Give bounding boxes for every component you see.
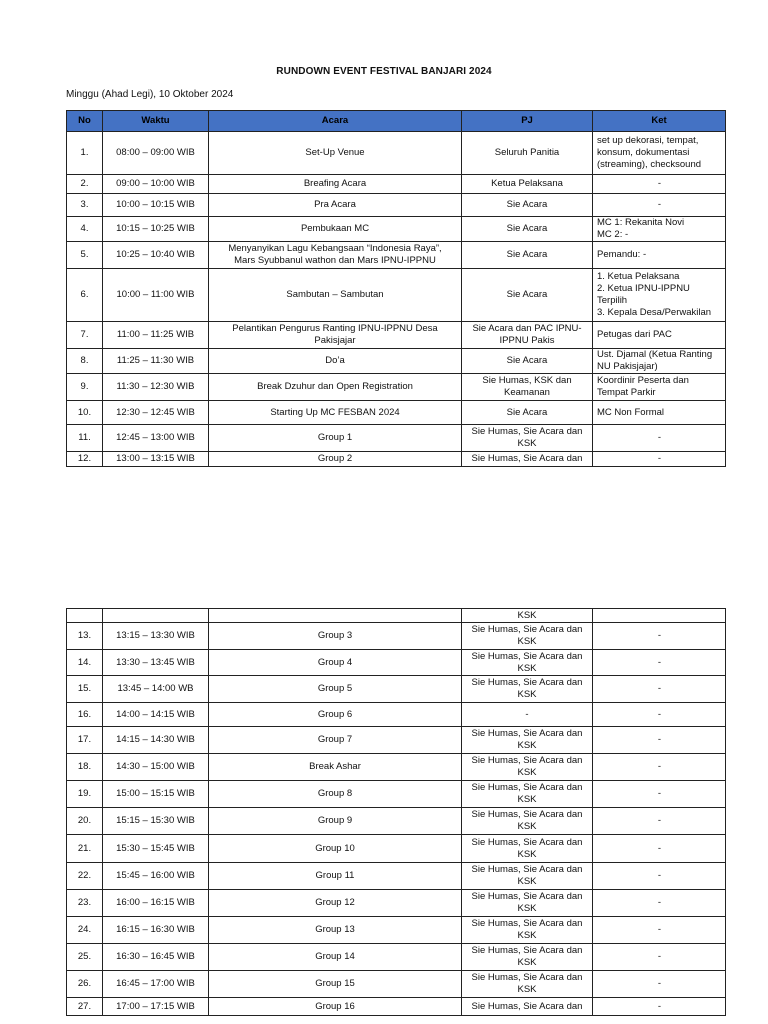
cell-ket-line: -: [657, 870, 662, 881]
cell-acara-line: Set-Up Venue: [305, 147, 365, 158]
cell-pj: [462, 808, 593, 835]
cell-ket: [593, 781, 726, 808]
cell-pj-line: KSK: [517, 848, 537, 860]
cell-ket: [593, 727, 726, 754]
cell-pj: [462, 727, 593, 754]
cell-ket: [593, 374, 726, 401]
table-row: [67, 374, 726, 401]
cell-ket: [593, 322, 726, 349]
cell-waktu: 14:15 – 14:30 WIB: [103, 727, 209, 754]
table-row: [67, 863, 726, 890]
cell-acara-line: Sambutan – Sambutan: [286, 289, 384, 300]
cell-ket-line: -: [657, 924, 662, 935]
table-row: [67, 971, 726, 998]
cell-pj: [462, 863, 593, 890]
cell-acara-line: Group 1: [317, 432, 353, 443]
cell-pj-line: KSK: [517, 689, 537, 700]
cell-acara-line: Starting Up MC FESBAN 2024: [270, 406, 400, 418]
cell-pj-line: Sie Acara: [506, 406, 548, 418]
cell-waktu: 13:30 – 13:45 WIB: [103, 650, 209, 676]
cell-pj: [462, 242, 593, 269]
cell-acara: [209, 269, 462, 322]
cell-ket: [593, 425, 726, 452]
cell-ket-line: -: [657, 630, 662, 641]
cell-pj-line: Sie Acara: [506, 355, 548, 366]
cell-pj-line: KSK: [517, 957, 537, 968]
cell-ket: [593, 890, 726, 917]
cell-pj-line: Seluruh Panitia: [494, 147, 560, 158]
cell-waktu: 11:00 – 11:25 WIB: [103, 322, 209, 349]
cell-acara-line: Pra Acara: [314, 199, 356, 210]
cell-no: 15.: [67, 676, 103, 703]
cell-waktu: 14:30 – 15:00 WIB: [103, 754, 209, 781]
cell-pj: [462, 452, 593, 467]
cell-pj: [462, 890, 593, 917]
cell-pj-line: Sie Humas, Sie Acara dan: [471, 918, 583, 929]
cell-pj: [462, 703, 593, 727]
cell-acara-line: Group 5: [317, 683, 353, 694]
cell-waktu: 11:30 – 12:30 WIB: [103, 374, 209, 401]
table-row: [67, 452, 726, 467]
table-row: [67, 998, 726, 1016]
table-row: [67, 217, 726, 242]
cell-ket: [593, 835, 726, 863]
cell-waktu: 08:00 – 09:00 WIB: [103, 132, 209, 175]
cell-acara: [209, 194, 462, 217]
cell-acara: [209, 890, 462, 917]
cell-pj-line: Keamanan: [504, 387, 550, 398]
cell-no: 24.: [67, 917, 103, 944]
cell-ket-line: -: [657, 842, 662, 854]
cell-pj: [462, 401, 593, 425]
cell-ket-line: -: [657, 1000, 662, 1012]
cell-pj-line: KSK: [517, 794, 537, 805]
cell-acara-line: Group 4: [317, 656, 353, 668]
cell-no: 19.: [67, 781, 103, 808]
cell-acara: [209, 609, 462, 623]
cell-no: 23.: [67, 890, 103, 917]
cell-no: 9.: [67, 374, 103, 401]
cell-pj-line: KSK: [517, 740, 537, 751]
header-waktu: Waktu: [103, 111, 209, 132]
cell-pj: [462, 781, 593, 808]
cell-pj: [462, 425, 593, 452]
cell-ket: [593, 650, 726, 676]
cell-ket-line: NU Pakisjajar): [597, 361, 658, 372]
cell-pj-line: Sie Humas, Sie Acara dan: [471, 755, 583, 766]
cell-waktu: 15:45 – 16:00 WIB: [103, 863, 209, 890]
cell-acara: [209, 175, 462, 194]
cell-pj-line: Sie Humas, Sie Acara dan: [471, 891, 583, 902]
cell-acara: [209, 808, 462, 835]
cell-acara-line: Group 12: [315, 897, 355, 908]
cell-waktu: 15:30 – 15:45 WIB: [103, 835, 209, 863]
cell-waktu: 10:00 – 10:15 WIB: [103, 194, 209, 217]
cell-acara-line: Group 16: [315, 1000, 355, 1012]
cell-acara: [209, 322, 462, 349]
cell-pj: [462, 175, 593, 194]
cell-ket-line: -: [657, 734, 662, 745]
cell-ket-line: Pemandu: -: [597, 249, 647, 260]
table-row: [67, 132, 726, 175]
table-row: [67, 269, 726, 322]
cell-pj-line: Sie Humas, Sie Acara dan: [471, 453, 583, 464]
cell-ket: [593, 754, 726, 781]
cell-no: 1.: [67, 132, 103, 175]
cell-ket-line: -: [657, 432, 662, 443]
cell-ket-line: -: [657, 199, 662, 210]
table-row: [67, 623, 726, 650]
cell-acara: [209, 623, 462, 650]
cell-pj-line: Sie Acara dan PAC IPNU-: [472, 323, 582, 334]
cell-waktu: 11:25 – 11:30 WIB: [103, 349, 209, 374]
cell-ket-line: 1. Ketua Pelaksana: [597, 271, 680, 282]
cell-acara: [209, 727, 462, 754]
cell-ket-line: Petugas dari PAC: [597, 329, 672, 340]
date-line: Minggu (Ahad Legi), 10 Oktober 2024: [66, 89, 234, 100]
cell-acara-line: Mars Syubbanul wathon dan Mars IPNU-IPPNU: [234, 255, 436, 266]
cell-pj: [462, 998, 593, 1016]
cell-ket: [593, 676, 726, 703]
cell-pj-line: Sie Humas, Sie Acara dan: [471, 426, 583, 437]
cell-acara-line: Pembukaan MC: [300, 223, 370, 234]
cell-no: 6.: [67, 269, 103, 322]
cell-acara-line: Group 8: [317, 788, 353, 799]
table-row: [67, 609, 726, 623]
cell-acara: [209, 971, 462, 998]
cell-ket-line: -: [657, 951, 662, 962]
cell-acara: [209, 401, 462, 425]
cell-acara-line: Group 15: [315, 978, 355, 989]
cell-no: 7.: [67, 322, 103, 349]
table-row: [67, 349, 726, 374]
cell-pj: [462, 835, 593, 863]
header-ket: Ket: [593, 111, 726, 132]
cell-ket-line: -: [657, 815, 662, 826]
cell-waktu: 14:00 – 14:15 WIB: [103, 703, 209, 727]
document-title: RUNDOWN EVENT FESTIVAL BANJARI 2024: [276, 66, 492, 77]
cell-pj-line: Sie Humas, Sie Acara dan: [471, 836, 583, 848]
cell-acara-line: Group 13: [315, 924, 355, 935]
cell-ket-line: -: [657, 761, 662, 772]
cell-acara: [209, 242, 462, 269]
cell-no: 25.: [67, 944, 103, 971]
cell-waktu: 09:00 – 10:00 WIB: [103, 175, 209, 194]
cell-acara-line: Do’a: [325, 355, 345, 366]
cell-ket-line: Ust. Djamal (Ketua Ranting: [597, 349, 713, 360]
cell-waktu: 16:45 – 17:00 WIB: [103, 971, 209, 998]
cell-pj-line: Sie Humas, Sie Acara dan: [471, 864, 583, 875]
cell-pj-line: Sie Humas, Sie Acara dan: [471, 1000, 583, 1012]
cell-pj-line: -: [525, 708, 529, 720]
cell-no: 13.: [67, 623, 103, 650]
cell-pj-line: Sie Humas, Sie Acara dan: [471, 809, 583, 820]
cell-pj-line: KSK: [517, 767, 537, 778]
header-pj: PJ: [462, 111, 593, 132]
cell-no: 3.: [67, 194, 103, 217]
table-row: [67, 727, 726, 754]
cell-pj-line: Sie Humas, Sie Acara dan: [471, 782, 583, 793]
cell-pj-line: Sie Acara: [506, 249, 548, 260]
cell-pj-line: Sie Humas, Sie Acara dan: [471, 728, 583, 739]
header-acara: Acara: [209, 111, 462, 132]
cell-ket: [593, 944, 726, 971]
cell-no: 8.: [67, 349, 103, 374]
table-row: [67, 242, 726, 269]
cell-acara: [209, 452, 462, 467]
cell-pj: [462, 609, 593, 623]
cell-ket: [593, 401, 726, 425]
cell-pj-line: Sie Humas, Sie Acara dan: [471, 650, 583, 662]
cell-no: 12.: [67, 452, 103, 467]
table-row: [67, 194, 726, 217]
cell-acara-line: Break Dzuhur dan Open Registration: [257, 381, 413, 392]
cell-pj-line: KSK: [517, 662, 537, 674]
table-row: [67, 322, 726, 349]
cell-pj: [462, 349, 593, 374]
cell-ket: [593, 194, 726, 217]
table-row: [67, 917, 726, 944]
cell-waktu: 16:15 – 16:30 WIB: [103, 917, 209, 944]
cell-acara: [209, 998, 462, 1016]
rundown-table-page-2: [66, 608, 726, 1016]
cell-ket: [593, 242, 726, 269]
cell-waktu: 12:30 – 12:45 WIB: [103, 401, 209, 425]
cell-acara: [209, 835, 462, 863]
cell-no: 14.: [67, 650, 103, 676]
cell-waktu: 12:45 – 13:00 WIB: [103, 425, 209, 452]
cell-ket-line: -: [657, 897, 662, 908]
cell-acara-line: Pakisjajar: [314, 335, 356, 346]
cell-waktu: 15:15 – 15:30 WIB: [103, 808, 209, 835]
cell-pj: [462, 132, 593, 175]
cell-pj: [462, 374, 593, 401]
cell-pj-line: Sie Humas, Sie Acara dan: [471, 624, 583, 635]
table-row: [67, 676, 726, 703]
cell-waktu: 13:45 – 14:00 WB: [103, 676, 209, 703]
cell-ket-line: -: [657, 453, 662, 464]
cell-acara: [209, 349, 462, 374]
cell-no: 10.: [67, 401, 103, 425]
cell-waktu: 10:15 – 10:25 WIB: [103, 217, 209, 242]
cell-ket-line: MC Non Formal: [597, 406, 665, 418]
cell-no: 4.: [67, 217, 103, 242]
cell-pj: [462, 676, 593, 703]
cell-ket-line: (streaming), checksound: [597, 159, 702, 170]
cell-acara-line: Group 10: [315, 842, 355, 854]
cell-ket: [593, 808, 726, 835]
cell-pj-line: Sie Acara: [506, 289, 548, 300]
cell-ket-line: -: [657, 788, 662, 799]
cell-no: 16.: [67, 703, 103, 727]
cell-ket: [593, 452, 726, 467]
cell-no: 21.: [67, 835, 103, 863]
cell-ket-line: MC 2: -: [597, 229, 629, 240]
cell-no: 18.: [67, 754, 103, 781]
cell-waktu: 17:00 – 17:15 WIB: [103, 998, 209, 1016]
cell-pj: [462, 971, 593, 998]
cell-acara: [209, 781, 462, 808]
cell-pj: [462, 650, 593, 676]
table-header-row: [67, 111, 726, 132]
table-row: [67, 650, 726, 676]
cell-ket-line: -: [657, 683, 662, 694]
cell-acara: [209, 650, 462, 676]
table-row: [67, 890, 726, 917]
table-row: [67, 703, 726, 727]
cell-ket: [593, 132, 726, 175]
cell-pj-line: Sie Humas, Sie Acara dan: [471, 945, 583, 956]
cell-waktu: 16:30 – 16:45 WIB: [103, 944, 209, 971]
cell-no: 20.: [67, 808, 103, 835]
cell-pj-line: Sie Acara: [506, 199, 548, 210]
cell-waktu: 13:15 – 13:30 WIB: [103, 623, 209, 650]
rundown-table-page-1: [66, 110, 726, 467]
cell-pj: [462, 194, 593, 217]
cell-acara-line: Break Ashar: [309, 761, 361, 772]
cell-acara: [209, 703, 462, 727]
cell-ket-line: Terpilih: [597, 295, 628, 306]
cell-no: 2.: [67, 175, 103, 194]
cell-acara-line: Group 11: [315, 870, 355, 881]
cell-pj: [462, 322, 593, 349]
cell-ket: [593, 349, 726, 374]
cell-acara-line: Group 14: [315, 951, 355, 962]
cell-waktu: 13:00 – 13:15 WIB: [103, 452, 209, 467]
cell-ket: [593, 998, 726, 1016]
cell-acara: [209, 863, 462, 890]
cell-ket-line: Tempat Parkir: [597, 387, 656, 398]
cell-ket: [593, 269, 726, 322]
cell-ket: [593, 217, 726, 242]
cell-acara: [209, 944, 462, 971]
table-row: [67, 425, 726, 452]
cell-ket-line: -: [657, 708, 662, 720]
table-row: [67, 175, 726, 194]
cell-no: 5.: [67, 242, 103, 269]
cell-ket: [593, 609, 726, 623]
table-row: [67, 781, 726, 808]
table-row: [67, 401, 726, 425]
table-row: [67, 944, 726, 971]
header-no: No: [67, 111, 103, 132]
cell-acara-line: Group 7: [317, 734, 353, 745]
cell-no: 26.: [67, 971, 103, 998]
cell-pj-line: Sie Humas, Sie Acara dan: [471, 677, 583, 688]
table-row: [67, 835, 726, 863]
cell-pj-line: IPPNU Pakis: [499, 335, 555, 346]
cell-pj: [462, 269, 593, 322]
cell-pj: [462, 917, 593, 944]
cell-no: [67, 609, 103, 623]
cell-pj-line: KSK: [517, 903, 537, 914]
cell-waktu: 10:25 – 10:40 WIB: [103, 242, 209, 269]
cell-acara-line: Group 9: [317, 815, 353, 826]
cell-waktu: 16:00 – 16:15 WIB: [103, 890, 209, 917]
cell-pj-line: Sie Humas, KSK dan: [482, 375, 572, 386]
cell-pj-line: KSK: [517, 636, 537, 647]
cell-acara: [209, 132, 462, 175]
cell-pj-line: Sie Humas, Sie Acara dan: [471, 972, 583, 983]
cell-pj-line: Sie Acara: [506, 223, 548, 234]
cell-pj-line: KSK: [517, 876, 537, 887]
cell-acara: [209, 217, 462, 242]
cell-pj: [462, 217, 593, 242]
cell-acara: [209, 754, 462, 781]
cell-ket: [593, 917, 726, 944]
cell-acara: [209, 676, 462, 703]
cell-waktu: 10:00 – 11:00 WIB: [103, 269, 209, 322]
cell-pj: [462, 623, 593, 650]
cell-acara-line: Group 2: [317, 453, 353, 464]
cell-waktu: [103, 609, 209, 623]
cell-ket: [593, 703, 726, 727]
cell-pj: [462, 754, 593, 781]
cell-pj-line: KSK: [517, 984, 537, 995]
cell-pj-line: Ketua Pelaksana: [491, 178, 563, 189]
cell-ket-line: konsum, dokumentasi: [597, 147, 690, 158]
cell-ket-line: MC 1: Rekanita Novi: [597, 217, 685, 228]
cell-acara-line: Menyanyikan Lagu Kebangsaan “Indonesia Raya”,: [228, 243, 442, 254]
cell-acara: [209, 425, 462, 452]
cell-pj-line: KSK: [517, 609, 537, 621]
cell-waktu: 15:00 – 15:15 WIB: [103, 781, 209, 808]
table-row: [67, 808, 726, 835]
cell-acara-line: Group 6: [317, 708, 353, 720]
cell-ket: [593, 175, 726, 194]
cell-acara-line: Pelantikan Pengurus Ranting IPNU-IPPNU Desa: [232, 323, 438, 334]
cell-ket-line: 3. Kepala Desa/Perwakilan: [597, 307, 712, 318]
cell-no: 17.: [67, 727, 103, 754]
cell-no: 22.: [67, 863, 103, 890]
cell-ket-line: Koordinir Peserta dan: [597, 375, 689, 386]
cell-ket-line: set up dekorasi, tempat,: [597, 135, 699, 146]
cell-acara-line: Group 3: [317, 630, 353, 641]
cell-acara: [209, 917, 462, 944]
cell-pj-line: KSK: [517, 930, 537, 941]
cell-pj-line: KSK: [517, 438, 537, 449]
cell-ket: [593, 971, 726, 998]
cell-ket-line: -: [657, 656, 662, 668]
cell-no: 11.: [67, 425, 103, 452]
cell-acara: [209, 374, 462, 401]
cell-pj: [462, 944, 593, 971]
cell-ket-line: -: [657, 178, 662, 189]
cell-pj-line: KSK: [517, 821, 537, 832]
cell-no: 27.: [67, 998, 103, 1016]
cell-acara-line: Breafing Acara: [303, 178, 367, 189]
cell-ket: [593, 863, 726, 890]
table-row: [67, 754, 726, 781]
cell-ket-line: 2. Ketua IPNU-IPPNU: [597, 283, 690, 294]
cell-ket-line: -: [657, 978, 662, 989]
cell-ket: [593, 623, 726, 650]
